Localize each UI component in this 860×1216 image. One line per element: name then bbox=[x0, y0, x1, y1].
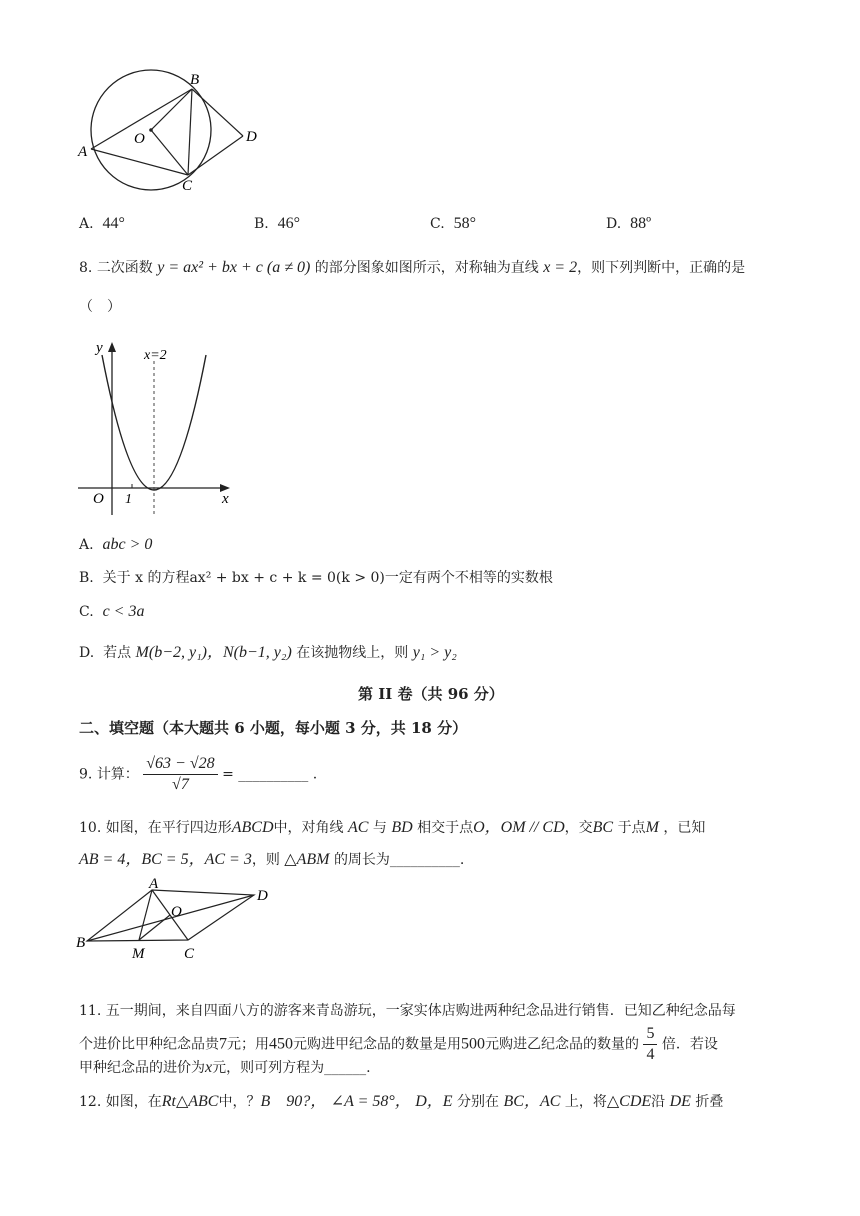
q8-label-axis: x=2 bbox=[144, 348, 167, 363]
q11-fraction: $\frac{5}{4}$ bbox=[643, 1024, 657, 1065]
q8-label-origin: O bbox=[93, 491, 104, 507]
q10-label-c: C bbox=[184, 946, 195, 962]
q7-label-o: O bbox=[134, 131, 145, 147]
q7-segment-bd bbox=[192, 89, 243, 136]
q11-line3: 甲种纪念品的进价为x元，则可列方程为______. bbox=[79, 1059, 371, 1076]
q12-line1: 12. 如图，在Rt△ABC中，？B 90?， ∠A = 58°， D，E 分别在 BC，AC 上，将△CDE沿 DE 折叠 bbox=[79, 1093, 724, 1110]
section-heading: 二、填空题（本大题共 6 小题，每小题 3 分，共 18 分） bbox=[79, 719, 468, 737]
q8-option-d[interactable]: D. 若点 M(b−2, y₁)，N(b−1, y₂) 在该抛物线上，则 y₁ > y₂ bbox=[79, 644, 457, 661]
q8-option-b[interactable]: B. 关于 x 的方程ax² + bx + c + k = 0(k > 0)一定有两个不相等的实数根 bbox=[79, 570, 553, 586]
q7-option-a[interactable]: A. 44° bbox=[79, 215, 125, 232]
q8-label-y: y bbox=[96, 340, 103, 356]
q7-circle-figure bbox=[70, 64, 270, 194]
q7-segment-oc bbox=[151, 130, 188, 175]
q8-option-c[interactable]: C. c < 3a bbox=[79, 603, 145, 620]
q8-label-x: x bbox=[222, 491, 229, 507]
q7-segment-bc bbox=[188, 89, 192, 175]
q7-label-d: D bbox=[246, 129, 257, 145]
q11-line1: 11. 五一期间，来自四面八方的游客来青岛游玩，一家实体店购进两种纪念品进行销售．已知乙种纪念品每 bbox=[79, 1003, 736, 1019]
q10-label-d: D bbox=[257, 888, 268, 904]
q10-label-a: A bbox=[149, 878, 159, 892]
q8-parabola-graph bbox=[74, 335, 239, 520]
q10-segment-am bbox=[139, 890, 152, 940]
q10-line1: 10. 如图，在平行四边形ABCD中，对角线 AC 与 BD 相交于点O，OM // CD，交BC 于点M ，已知 bbox=[79, 819, 706, 836]
q10-label-m: M bbox=[132, 946, 145, 962]
q8-paren: （ ） bbox=[79, 299, 121, 315]
q7-option-b[interactable]: B. 46° bbox=[254, 215, 301, 232]
q10-label-o: O bbox=[171, 904, 182, 920]
q9-denominator: √7 bbox=[172, 776, 189, 793]
q10-segment-om bbox=[139, 915, 170, 940]
q7-segment-ac bbox=[91, 149, 188, 175]
q8-option-a[interactable]: A. abc > 0 bbox=[79, 536, 153, 553]
q10-line2: AB = 4，BC = 5，AC = 3，则 △ABM 的周长为__________. bbox=[79, 851, 465, 868]
q11-line2: 个进价比甲种纪念品贵7元；用450元购进甲纪念品的数量是用500元购进乙纪念品的数量的 $\frac{5}{4}$ 倍．若设 bbox=[79, 1025, 718, 1063]
q9: 9. 计算： $\frac{√63 - √28}{√7}$ = __________ . bbox=[79, 755, 318, 793]
q8-stem: 8. 二次函数 y = ax² + bx + c (a ≠ 0) 的部分图象如图所示，对称轴为直线 x = 2，则下列判断中，正确的是 bbox=[79, 259, 746, 276]
q10-label-b: B bbox=[76, 935, 86, 951]
q7-segment-cd bbox=[188, 136, 243, 175]
q9-numerator: √63 − √28 bbox=[143, 754, 217, 775]
q7-option-c[interactable]: C. 58° bbox=[430, 215, 476, 232]
q7-option-d[interactable]: D. 88º bbox=[606, 215, 652, 232]
q8-label-one: 1 bbox=[125, 492, 132, 507]
q10-parallelogram-figure bbox=[74, 878, 274, 964]
q7-center-dot bbox=[149, 128, 153, 132]
q7-label-c: C bbox=[182, 178, 193, 194]
q8-y-arrow bbox=[108, 342, 116, 352]
section-title: 第 II 卷（共 96 分） bbox=[358, 685, 504, 703]
q7-label-b: B bbox=[190, 72, 200, 88]
q7-label-a: A bbox=[78, 144, 88, 160]
q9-fraction bbox=[143, 754, 217, 795]
